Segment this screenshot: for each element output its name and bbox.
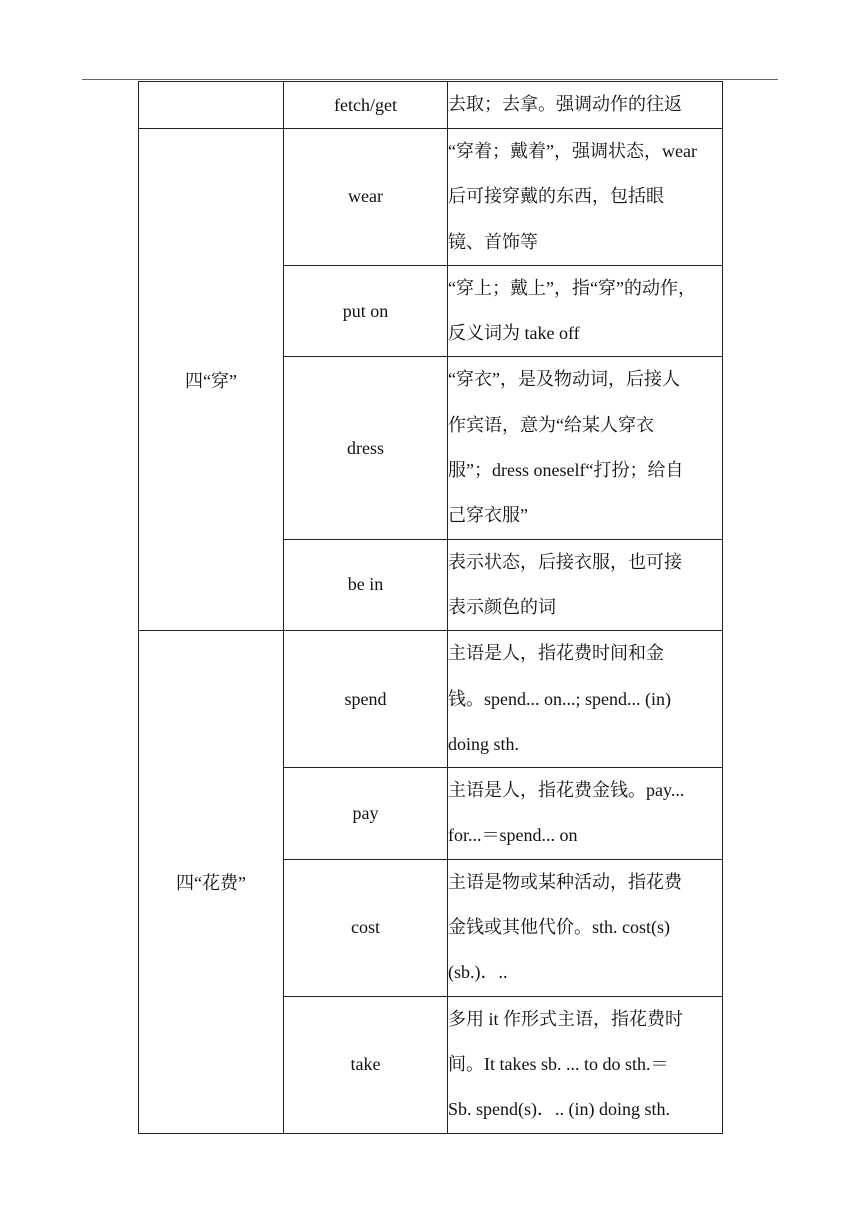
description-line: 表示颜色的词 bbox=[448, 596, 556, 617]
description-line: “穿衣”，是及物动词，后接人 bbox=[448, 369, 680, 390]
description-cell bbox=[448, 996, 723, 1133]
description-line: 间。It takes sb. ... to do sth.＝ bbox=[448, 1053, 669, 1074]
description-line: doing sth. bbox=[448, 733, 520, 754]
description-cell bbox=[448, 265, 723, 357]
description-line: 多用 it 作形式主语，指花费时 bbox=[448, 1008, 684, 1029]
description-line: 服”；dress oneself“打扮；给自 bbox=[448, 460, 684, 481]
word-cell: dress bbox=[284, 357, 448, 539]
description-line: “穿着；戴着”，强调状态，wear bbox=[448, 141, 697, 161]
description-line: 表示状态，后接衣服，也可接 bbox=[448, 551, 682, 572]
word-cell: pay bbox=[284, 768, 448, 860]
description-line: 主语是人，指花费金钱。pay... bbox=[448, 780, 685, 801]
description-line: 金钱或其他代价。sth. cost(s) bbox=[448, 917, 670, 938]
description-cell bbox=[448, 82, 723, 129]
table-row bbox=[139, 82, 723, 129]
word-cell: fetch/get bbox=[284, 82, 448, 129]
word-cell: spend bbox=[284, 631, 448, 768]
description-line: 主语是人，指花费时间和金 bbox=[448, 643, 664, 664]
description-cell bbox=[448, 539, 723, 631]
word-cell: put on bbox=[284, 265, 448, 357]
description-line: 反义词为 take off bbox=[448, 323, 580, 344]
word-cell: be in bbox=[284, 539, 448, 631]
description-line: 己穿衣服” bbox=[448, 505, 528, 526]
description-line: 主语是物或某种活动，指花费 bbox=[448, 871, 682, 892]
description-line: 钱。spend... on...; spend... (in) bbox=[448, 688, 671, 709]
word-cell: take bbox=[284, 996, 448, 1133]
group-cell: 四“花费” bbox=[139, 631, 284, 1133]
description-cell bbox=[448, 631, 723, 768]
description-cell bbox=[448, 129, 723, 266]
group-cell bbox=[139, 82, 284, 129]
description-line: 镜、首饰等 bbox=[448, 231, 538, 252]
table-row bbox=[139, 631, 723, 768]
description-cell bbox=[448, 357, 723, 539]
description-line: 后可接穿戴的东西，包括眼 bbox=[448, 186, 664, 207]
description-line: (sb.)．.. bbox=[448, 962, 508, 983]
description-line: “穿上；戴上”，指“穿”的动作， bbox=[448, 277, 696, 298]
description-line: 作宾语，意为“给某人穿衣 bbox=[448, 414, 654, 435]
word-cell: wear bbox=[284, 129, 448, 266]
word-cell: cost bbox=[284, 859, 448, 996]
description-cell bbox=[448, 768, 723, 860]
description-cell bbox=[448, 859, 723, 996]
group-cell: 四“穿” bbox=[139, 129, 284, 631]
description-line: for...＝spend... on bbox=[448, 825, 578, 846]
description-line: Sb. spend(s)．.. (in) doing sth. bbox=[448, 1099, 670, 1120]
header-rule bbox=[82, 79, 778, 80]
table-row bbox=[139, 129, 723, 266]
vocabulary-table bbox=[138, 81, 723, 1134]
description-line: 去取；去拿。强调动作的往返 bbox=[448, 94, 682, 115]
